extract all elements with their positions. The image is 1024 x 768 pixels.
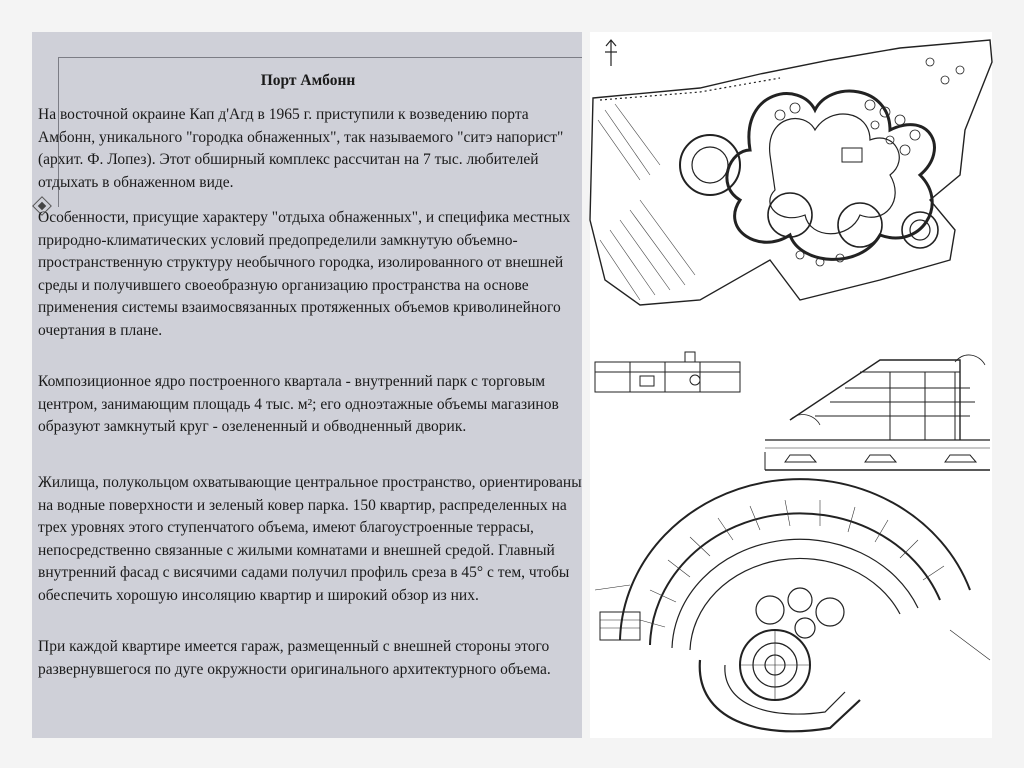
- paragraph-5: При каждой квартире имеется гараж, размещенный с внешней стороны этого развернувшегося по дуге окружности оригинального архитектурного объема.: [38, 638, 551, 678]
- car-icon: [785, 455, 976, 462]
- north-arrow-icon: [605, 40, 617, 66]
- paragraph-4: Жилища, полукольцом охватывающие центральное пространство, ориентированы на водные поверхности и зеленый ковер парка. 150 квартир, распределенных на трех уровнях этого ступенчатого объема, имеют благоустроенные террасы, непосредственно связанные с жилыми комнатами и внешней средой. Главный внутренний фасад с висячими садами получил профиль среза в 45° с тем, чтобы обеспечить хорошую инсоляцию квартир и широкий обзор из них.: [38, 474, 582, 604]
- section-drawing: [765, 355, 990, 470]
- site-plan-drawing: [590, 40, 992, 305]
- curved-plan-drawing: [595, 479, 990, 731]
- paragraph-2: Особенности, присущие характеру "отдыха обнаженных", и специфика местных природно-климатических условий предопределили замкнутую объемно-пространственную структуру необычного городка, изолированного от внешней среды и получившего своеобразную организацию пространства на основе применения системы взаимосвязанных протяженных объемов криволинейного очертания в плане.: [38, 209, 571, 339]
- stair-spiral-icon: [740, 630, 810, 700]
- slide-title: Порт Амбонн: [260, 72, 356, 89]
- paragraph-3: Композиционное ядро построенного квартала - внутренний парк с торговым центром, занимающим площадь 4 тыс. м²; его одноэтажные объемы магазинов образуют замкнутый круг - озелененный и обводненный дворик.: [38, 373, 559, 436]
- paragraph-1: На восточной окраине Кап д'Агд в 1965 г. приступили к возведению порта Амбонн, уникального "городка обнаженных", так называемого "ситэ напорист" (архит. Ф. Лопез). Этот обширный комплекс рассчитан на 7 тыс. любителей отдыхать в обнаженном виде.: [38, 106, 564, 191]
- floor-plan-strip: [595, 352, 740, 392]
